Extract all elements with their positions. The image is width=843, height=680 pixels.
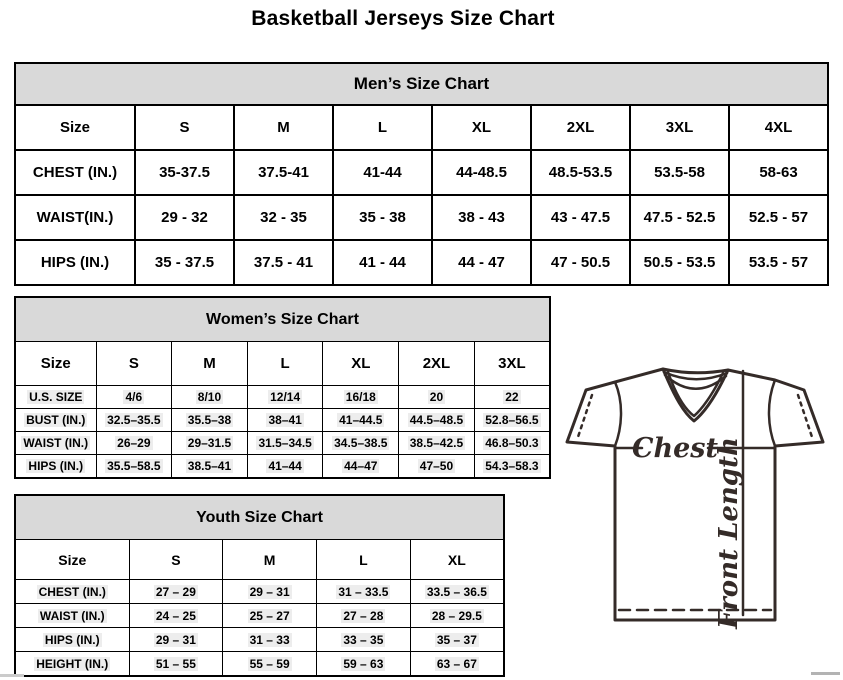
women-row-label: HIPS (IN.) — [15, 455, 96, 479]
men-value-cell: 32 - 35 — [234, 195, 333, 240]
women-value-cell: 4/6 — [96, 386, 172, 409]
men-value-cell: 47 - 50.5 — [531, 240, 630, 285]
women-row-label: U.S. SIZE — [15, 386, 96, 409]
youth-row-label: HEIGHT (IN.) — [15, 652, 129, 677]
men-value-cell: 41-44 — [333, 150, 432, 195]
men-value-cell: 35 - 37.5 — [135, 240, 234, 285]
youth-value-cell: 25 – 27 — [223, 604, 317, 628]
women-table-row — [15, 409, 550, 432]
women-value-cell: 38.5–42.5 — [399, 432, 475, 455]
men-col-header-2XL: 2XL — [531, 105, 630, 150]
women-table — [14, 296, 551, 479]
youth-col-header-XL: XL — [410, 540, 504, 580]
right-cuff-dashed-line — [798, 395, 813, 440]
mens-size-chart-table — [14, 62, 829, 276]
youth-table — [14, 494, 505, 677]
men-row-label: CHEST (IN.) — [15, 150, 135, 195]
men-table-row — [15, 150, 828, 195]
women-value-cell: 44.5–48.5 — [399, 409, 475, 432]
women-value-cell: 35.5–38 — [172, 409, 248, 432]
youth-table-row — [15, 580, 504, 604]
women-chart-title: Women’s Size Chart — [15, 297, 550, 342]
jersey-outline — [567, 369, 823, 620]
women-size-header: Size — [15, 342, 96, 386]
women-value-cell: 32.5–35.5 — [96, 409, 172, 432]
youth-value-cell: 51 – 55 — [129, 652, 223, 677]
women-col-header-3XL: 3XL — [474, 342, 550, 386]
women-row-label: BUST (IN.) — [15, 409, 96, 432]
men-value-cell: 53.5 - 57 — [729, 240, 828, 285]
men-row-label: HIPS (IN.) — [15, 240, 135, 285]
youth-value-cell: 31 – 33 — [223, 628, 317, 652]
men-col-header-M: M — [234, 105, 333, 150]
men-row-label: WAIST(IN.) — [15, 195, 135, 240]
men-value-cell: 37.5-41 — [234, 150, 333, 195]
women-value-cell: 44–47 — [323, 455, 399, 479]
women-value-cell: 54.3–58.3 — [474, 455, 550, 479]
men-table-row — [15, 195, 828, 240]
youth-value-cell: 33 – 35 — [317, 628, 411, 652]
women-value-cell: 52.8–56.5 — [474, 409, 550, 432]
men-value-cell: 29 - 32 — [135, 195, 234, 240]
youth-table-row — [15, 652, 504, 677]
page-title: Basketball Jerseys Size Chart — [251, 7, 555, 30]
men-value-cell: 38 - 43 — [432, 195, 531, 240]
men-value-cell: 52.5 - 57 — [729, 195, 828, 240]
men-col-header-S: S — [135, 105, 234, 150]
men-value-cell: 50.5 - 53.5 — [630, 240, 729, 285]
bottom-right-scrollbar-artifact — [811, 672, 840, 675]
youth-value-cell: 31 – 33.5 — [317, 580, 411, 604]
men-value-cell: 47.5 - 52.5 — [630, 195, 729, 240]
men-value-cell: 44 - 47 — [432, 240, 531, 285]
women-col-header-XL: XL — [323, 342, 399, 386]
men-chart-title: Men’s Size Chart — [15, 63, 828, 105]
men-col-header-3XL: 3XL — [630, 105, 729, 150]
women-value-cell: 38–41 — [247, 409, 323, 432]
men-value-cell: 43 - 47.5 — [531, 195, 630, 240]
women-table-row — [15, 455, 550, 479]
youth-table-row — [15, 628, 504, 652]
men-size-header: Size — [15, 105, 135, 150]
youth-table-row — [15, 604, 504, 628]
youth-col-header-S: S — [129, 540, 223, 580]
left-cuff-dashed-line — [577, 395, 592, 440]
women-col-header-2XL: 2XL — [399, 342, 475, 386]
women-value-cell: 20 — [399, 386, 475, 409]
women-value-cell: 31.5–34.5 — [247, 432, 323, 455]
women-value-cell: 41–44.5 — [323, 409, 399, 432]
youth-row-label: CHEST (IN.) — [15, 580, 129, 604]
jersey-diagram-svg — [553, 358, 843, 680]
women-table-row — [15, 386, 550, 409]
youth-col-header-L: L — [317, 540, 411, 580]
men-col-header-XL: XL — [432, 105, 531, 150]
youth-chart-title: Youth Size Chart — [15, 495, 504, 540]
men-value-cell: 44-48.5 — [432, 150, 531, 195]
women-value-cell: 35.5–58.5 — [96, 455, 172, 479]
youth-value-cell: 29 – 31 — [223, 580, 317, 604]
left-armhole-seam — [615, 382, 621, 446]
men-value-cell: 37.5 - 41 — [234, 240, 333, 285]
women-value-cell: 34.5–38.5 — [323, 432, 399, 455]
youth-value-cell: 27 – 28 — [317, 604, 411, 628]
youth-col-header-M: M — [223, 540, 317, 580]
front-length-label: Front Length — [714, 437, 744, 629]
women-col-header-S: S — [96, 342, 172, 386]
men-value-cell: 58-63 — [729, 150, 828, 195]
youth-value-cell: 35 – 37 — [410, 628, 504, 652]
youth-row-label: WAIST (IN.) — [15, 604, 129, 628]
chest-label: Chest — [632, 433, 718, 464]
jersey-measurement-diagram — [553, 358, 843, 680]
youth-value-cell: 33.5 – 36.5 — [410, 580, 504, 604]
women-table-row — [15, 432, 550, 455]
women-value-cell: 46.8–50.3 — [474, 432, 550, 455]
women-value-cell: 29–31.5 — [172, 432, 248, 455]
women-value-cell: 26–29 — [96, 432, 172, 455]
men-value-cell: 53.5-58 — [630, 150, 729, 195]
youth-size-header: Size — [15, 540, 129, 580]
women-value-cell: 16/18 — [323, 386, 399, 409]
bottom-left-scrollbar-artifact — [0, 674, 24, 677]
youth-size-chart-table — [14, 494, 505, 672]
youth-value-cell: 63 – 67 — [410, 652, 504, 677]
women-value-cell: 47–50 — [399, 455, 475, 479]
men-col-header-4XL: 4XL — [729, 105, 828, 150]
women-value-cell: 12/14 — [247, 386, 323, 409]
youth-row-label: HIPS (IN.) — [15, 628, 129, 652]
women-value-cell: 41–44 — [247, 455, 323, 479]
women-value-cell: 22 — [474, 386, 550, 409]
women-row-label: WAIST (IN.) — [15, 432, 96, 455]
women-col-header-L: L — [247, 342, 323, 386]
men-value-cell: 35 - 38 — [333, 195, 432, 240]
men-value-cell: 41 - 44 — [333, 240, 432, 285]
youth-value-cell: 29 – 31 — [129, 628, 223, 652]
womens-size-chart-table — [14, 296, 551, 472]
men-table — [14, 62, 829, 286]
youth-value-cell: 28 – 29.5 — [410, 604, 504, 628]
women-value-cell: 8/10 — [172, 386, 248, 409]
youth-value-cell: 59 – 63 — [317, 652, 411, 677]
women-col-header-M: M — [172, 342, 248, 386]
men-col-header-L: L — [333, 105, 432, 150]
men-value-cell: 48.5-53.5 — [531, 150, 630, 195]
youth-value-cell: 55 – 59 — [223, 652, 317, 677]
youth-value-cell: 27 – 29 — [129, 580, 223, 604]
right-armhole-seam — [769, 380, 775, 446]
men-table-row — [15, 240, 828, 285]
men-value-cell: 35-37.5 — [135, 150, 234, 195]
women-value-cell: 38.5–41 — [172, 455, 248, 479]
youth-value-cell: 24 – 25 — [129, 604, 223, 628]
